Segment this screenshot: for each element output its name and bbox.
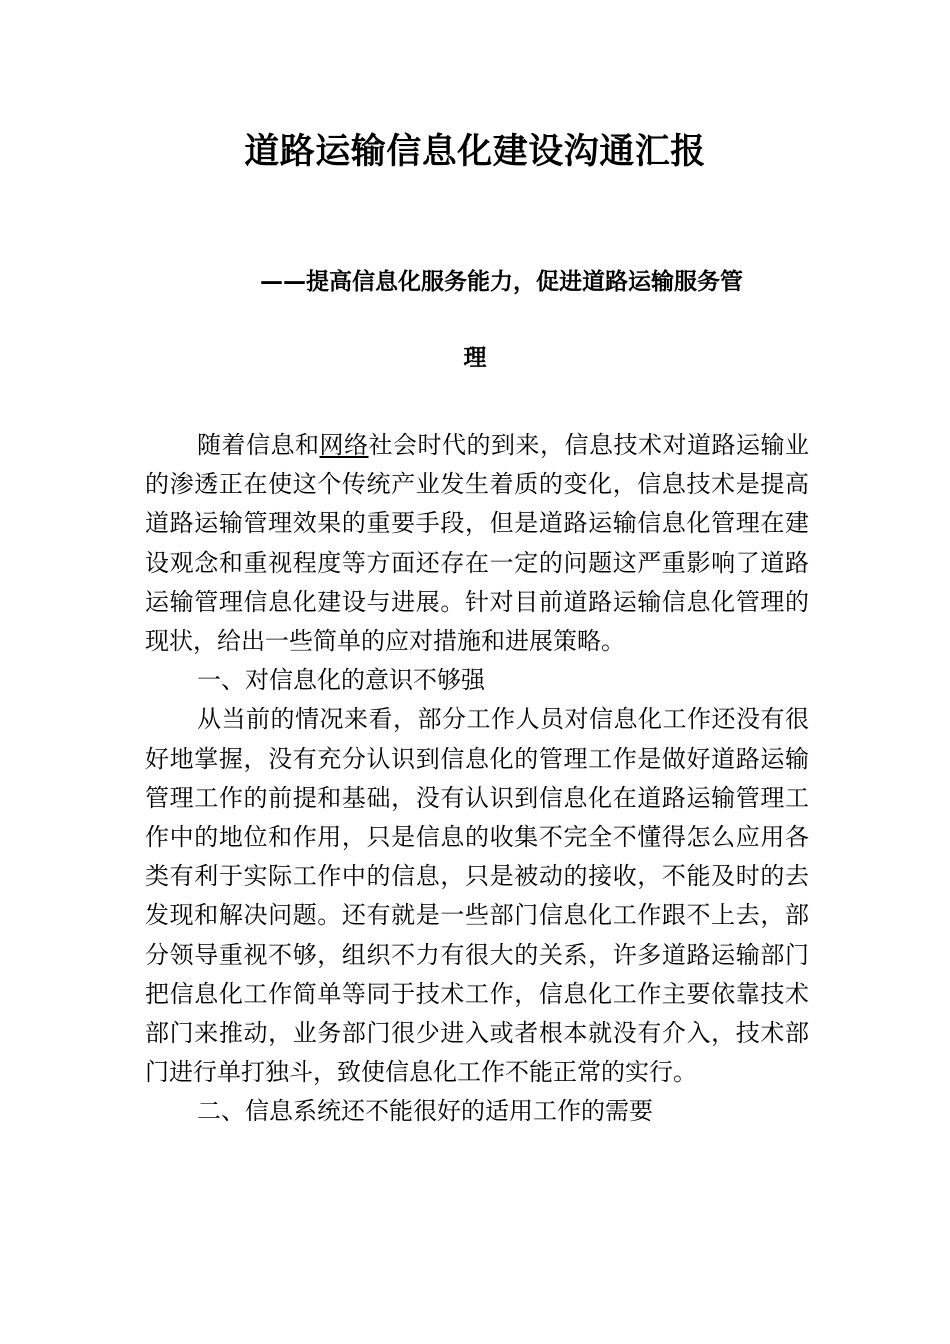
paragraph-intro-start: 随着信息和 [197,431,320,459]
document-subtitle: ——提高信息化服务能力，促进道路运输服务管 [260,269,743,295]
section-heading-1: 一、对信息化的意识不够强 [197,666,485,695]
network-link[interactable]: 网络 [319,431,369,459]
paragraph-intro-rest: 社会时代的到来，信息技术对道路运输业的渗透正在使这个传统产业发生着质的变化，信息技术是提高道路运输管理效果的重要手段，但是道路运输信息化管理在建设观念和重视程度等方面还存在一定的问题这严重影响了道路运输管理信息化建设与进展。针对目前道路运输信息化管理的现状，给出一些简单的应对措施和进展策略。 [145,431,809,656]
section-heading-2: 二、信息系统还不能很好的适用工作的需要 [197,1097,653,1126]
paragraph-intro [145,426,809,661]
paragraph-section-1: 从当前的情况来看，部分工作人员对信息化工作还没有很好地掌握，没有充分认识到信息化的管理工作是做好道路运输管理工作的前提和基础，没有认识到信息化在道路运输管理工作中的地位和作用，只是信息的收集不完全不懂得怎么应用各类有利于实际工作中的信息，只是被动的接收，不能及时的去发现和解决问题。还有就是一些部门信息化工作跟不上去，部分领导重视不够，组织不力有很大的关系，许多道路运输部门把信息化工作简单等同于技术工作，信息化工作主要依靠技术部门来推动，业务部门很少进入或者根本就没有介入，技术部门进行单打独斗，致使信息化工作不能正常的实行。 [145,705,809,1087]
document-subtitle-continuation: 理 [463,345,487,371]
document-title: 道路运输信息化建设沟通汇报 [244,132,706,172]
document-body [145,426,809,1132]
